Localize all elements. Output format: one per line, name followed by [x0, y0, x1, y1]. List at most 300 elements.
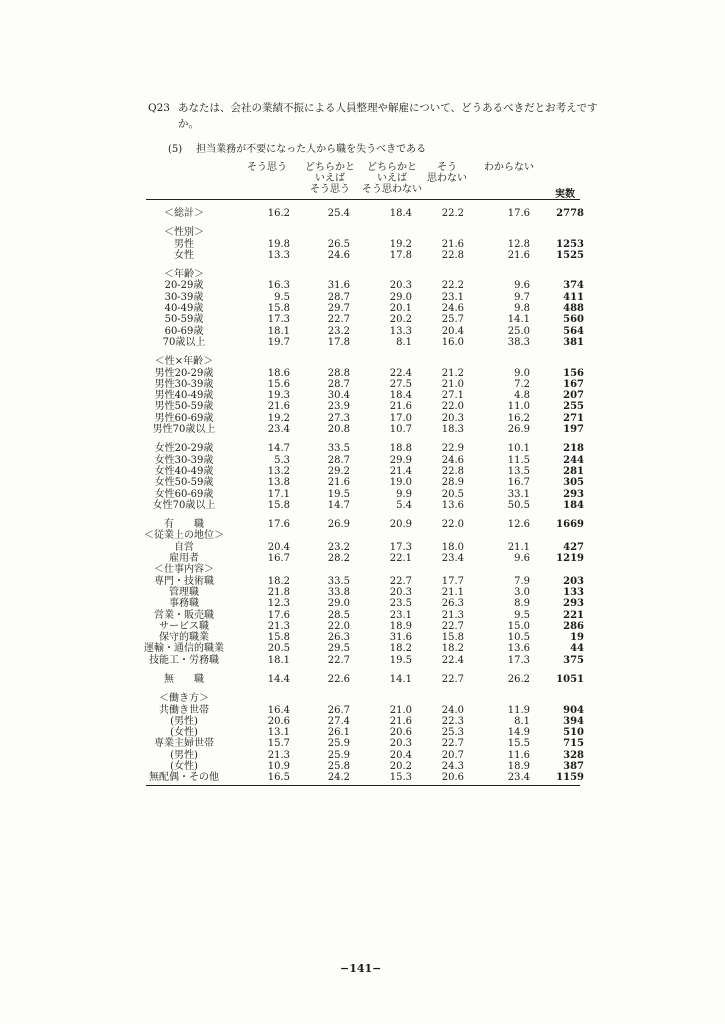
count-cell: 394 — [563, 715, 584, 727]
percent-cell: 24.2 — [327, 772, 350, 784]
percent-cell: 9.9 — [396, 488, 412, 500]
count-cell: 167 — [563, 378, 584, 390]
percent-cell: 21.2 — [441, 367, 464, 379]
count-cell: 564 — [563, 325, 584, 337]
count-cell: 44 — [570, 643, 584, 655]
table-row — [116, 530, 586, 541]
table-row — [116, 519, 586, 530]
row-label: 無 職 — [164, 673, 204, 685]
count-cell: 281 — [563, 465, 584, 477]
percent-cell: 33.5 — [327, 575, 350, 587]
percent-cell: 22.1 — [389, 553, 412, 565]
percent-cell: 22.4 — [389, 367, 412, 379]
percent-cell: 17.1 — [267, 488, 290, 500]
percent-cell: 10.5 — [507, 632, 530, 644]
percent-cell: 20.3 — [389, 738, 412, 750]
count-cell: 156 — [563, 367, 584, 379]
percent-cell: 22.8 — [441, 465, 464, 477]
percent-cell: 5.4 — [396, 499, 412, 511]
percent-cell: 25.4 — [327, 208, 350, 219]
percent-cell: 19.5 — [389, 654, 412, 666]
percent-cell: 15.8 — [267, 499, 290, 511]
percent-cell: 19.3 — [267, 390, 290, 402]
row-label: 男性20-29歳 — [154, 367, 214, 379]
table-row — [116, 356, 586, 367]
row-label: ＜性×年齢＞ — [154, 356, 214, 368]
table-row — [116, 500, 586, 511]
percent-cell: 19.7 — [267, 336, 290, 348]
table-bottom-rule — [146, 785, 580, 786]
table-row — [116, 280, 586, 291]
question-text: あなたは、会社の業績不振による人員整理や解雇について、どうあるべきだとお考えですか。 — [178, 102, 598, 130]
table-row — [116, 705, 586, 716]
percent-cell: 38.3 — [507, 336, 530, 348]
table-row — [116, 401, 586, 412]
count-cell: 427 — [563, 541, 584, 553]
percent-cell: 23.4 — [507, 772, 530, 784]
percent-cell: 22.3 — [441, 715, 464, 727]
percent-cell: 30.4 — [327, 390, 350, 402]
header-rule — [146, 199, 580, 200]
percent-cell: 28.7 — [327, 291, 350, 303]
percent-cell: 9.5 — [274, 291, 290, 303]
percent-cell: 29.2 — [327, 465, 350, 477]
percent-cell: 22.9 — [441, 443, 464, 455]
data-table — [116, 208, 586, 784]
count-cell: 255 — [563, 401, 584, 413]
percent-cell: 22.0 — [441, 401, 464, 413]
table-row — [116, 250, 586, 261]
percent-cell: 14.7 — [267, 443, 290, 455]
percent-cell: 25.9 — [327, 749, 350, 761]
table-row — [116, 413, 586, 424]
percent-cell: 10.7 — [389, 424, 412, 436]
percent-cell: 18.2 — [389, 643, 412, 655]
percent-cell: 17.3 — [267, 314, 290, 326]
percent-cell: 21.4 — [389, 465, 412, 477]
count-cell: 244 — [563, 454, 584, 466]
row-label: 男性 — [174, 238, 194, 250]
percent-cell: 22.7 — [389, 575, 412, 587]
percent-cell: 15.7 — [267, 738, 290, 750]
percent-cell: 21.6 — [267, 401, 290, 413]
count-cell: 1159 — [556, 772, 584, 784]
row-label: 男性30-39歳 — [154, 378, 214, 390]
percent-cell: 21.0 — [389, 704, 412, 716]
percent-cell: 13.2 — [267, 465, 290, 477]
row-label: 営業・販売職 — [154, 609, 214, 621]
percent-cell: 18.9 — [507, 761, 530, 773]
percent-cell: 23.2 — [327, 541, 350, 553]
row-label: ＜性別＞ — [164, 227, 204, 239]
table-row — [116, 587, 586, 598]
row-label: ＜仕事内容＞ — [154, 564, 214, 576]
row-label: 女性 — [174, 249, 194, 261]
percent-cell: 27.1 — [441, 390, 464, 402]
percent-cell: 10.1 — [507, 443, 530, 455]
row-label: 女性40-49歳 — [154, 465, 214, 477]
count-cell: 411 — [563, 291, 584, 303]
percent-cell: 21.3 — [267, 749, 290, 761]
percent-cell: 18.3 — [441, 424, 464, 436]
table-row — [116, 716, 586, 727]
percent-cell: 29.0 — [327, 598, 350, 610]
table-row — [116, 326, 586, 337]
row-label: サービス職 — [159, 620, 209, 632]
count-cell: 1051 — [556, 673, 584, 685]
percent-cell: 20.2 — [389, 761, 412, 773]
percent-cell: 14.9 — [507, 727, 530, 739]
percent-cell: 20.9 — [389, 519, 412, 531]
table-row — [116, 632, 586, 643]
percent-cell: 22.8 — [441, 249, 464, 261]
percent-cell: 18.2 — [441, 643, 464, 655]
percent-cell: 20.4 — [267, 541, 290, 553]
row-label: 30-39歳 — [164, 291, 204, 303]
percent-cell: 28.7 — [327, 454, 350, 466]
row-label: 無配偶・その他 — [149, 772, 219, 784]
row-label: 女性30-39歳 — [154, 454, 214, 466]
percent-cell: 28.7 — [327, 378, 350, 390]
percent-cell: 18.8 — [389, 443, 412, 455]
percent-cell: 18.4 — [389, 390, 412, 402]
percent-cell: 20.5 — [441, 488, 464, 500]
column-header: わからない — [484, 162, 534, 173]
percent-cell: 13.8 — [267, 477, 290, 489]
percent-cell: 18.1 — [267, 325, 290, 337]
percent-cell: 19.8 — [267, 238, 290, 250]
percent-cell: 15.8 — [267, 632, 290, 644]
percent-cell: 13.6 — [441, 499, 464, 511]
table-row — [116, 269, 586, 280]
percent-cell: 26.2 — [507, 673, 530, 685]
percent-cell: 28.8 — [327, 367, 350, 379]
row-label: 管理職 — [169, 586, 199, 598]
percent-cell: 31.6 — [389, 632, 412, 644]
row-label: 専業主婦世帯 — [154, 738, 214, 750]
column-header: 実数 — [555, 189, 575, 200]
count-cell: 1219 — [556, 553, 584, 565]
table-row — [116, 208, 586, 219]
percent-cell: 14.4 — [267, 673, 290, 685]
table-row — [116, 738, 586, 749]
percent-cell: 9.5 — [514, 609, 530, 621]
percent-cell: 13.6 — [507, 643, 530, 655]
percent-cell: 29.7 — [327, 303, 350, 315]
row-label: ＜年齢＞ — [164, 269, 204, 281]
count-cell: 286 — [563, 620, 584, 632]
percent-cell: 24.3 — [441, 761, 464, 773]
percent-cell: 10.9 — [267, 761, 290, 773]
page-number: −141− — [340, 962, 382, 975]
count-cell: 271 — [563, 412, 584, 424]
percent-cell: 12.3 — [267, 598, 290, 610]
table-row — [116, 443, 586, 454]
percent-cell: 25.7 — [441, 314, 464, 326]
percent-cell: 27.4 — [327, 715, 350, 727]
count-cell: 133 — [563, 586, 584, 598]
percent-cell: 23.5 — [389, 598, 412, 610]
percent-cell: 26.9 — [507, 424, 530, 436]
table-row — [116, 390, 586, 401]
percent-cell: 17.0 — [389, 412, 412, 424]
percent-cell: 24.0 — [441, 704, 464, 716]
percent-cell: 21.3 — [267, 620, 290, 632]
percent-cell: 11.6 — [507, 749, 530, 761]
percent-cell: 18.6 — [267, 367, 290, 379]
percent-cell: 18.0 — [441, 541, 464, 553]
percent-cell: 11.9 — [507, 704, 530, 716]
row-label: (女性) — [170, 727, 198, 739]
percent-cell: 9.8 — [514, 303, 530, 315]
percent-cell: 7.2 — [514, 378, 530, 390]
percent-cell: 22.0 — [441, 519, 464, 531]
row-label: 雇用者 — [169, 553, 199, 565]
percent-cell: 26.9 — [327, 519, 350, 531]
percent-cell: 17.7 — [441, 575, 464, 587]
subquestion-number: (5) — [168, 144, 183, 155]
percent-cell: 22.7 — [441, 673, 464, 685]
table-row — [116, 314, 586, 325]
percent-cell: 18.9 — [389, 620, 412, 632]
percent-cell: 33.1 — [507, 488, 530, 500]
percent-cell: 12.8 — [507, 238, 530, 250]
percent-cell: 16.5 — [267, 772, 290, 784]
percent-cell: 21.8 — [267, 586, 290, 598]
count-cell: 207 — [563, 390, 584, 402]
percent-cell: 23.1 — [441, 291, 464, 303]
percent-cell: 20.4 — [389, 749, 412, 761]
percent-cell: 17.6 — [267, 609, 290, 621]
count-cell: 221 — [563, 609, 584, 621]
percent-cell: 31.6 — [327, 280, 350, 292]
percent-cell: 20.6 — [441, 772, 464, 784]
row-label: 事務職 — [169, 598, 199, 610]
percent-cell: 22.2 — [441, 280, 464, 292]
table-row — [116, 553, 586, 564]
percent-cell: 8.9 — [514, 598, 530, 610]
question-number: Q23 — [148, 102, 170, 114]
count-cell: 387 — [563, 761, 584, 773]
row-label: 技能工・労務職 — [149, 654, 219, 666]
percent-cell: 20.3 — [389, 586, 412, 598]
percent-cell: 33.5 — [327, 443, 350, 455]
percent-cell: 18.1 — [267, 654, 290, 666]
percent-cell: 13.3 — [267, 249, 290, 261]
percent-cell: 22.4 — [441, 654, 464, 666]
percent-cell: 26.3 — [327, 632, 350, 644]
table-row — [116, 424, 586, 435]
count-cell: 510 — [563, 727, 584, 739]
percent-cell: 33.8 — [327, 586, 350, 598]
percent-cell: 26.7 — [327, 704, 350, 716]
count-cell: 1253 — [556, 238, 584, 250]
row-label: 男性50-59歳 — [154, 401, 214, 413]
row-label: 保守的職業 — [159, 632, 209, 644]
percent-cell: 16.4 — [267, 704, 290, 716]
row-label: 70歳以上 — [162, 336, 206, 348]
subquestion-text: 担当業務が不要になった人から職を失うべきである — [196, 144, 427, 155]
percent-cell: 14.7 — [327, 499, 350, 511]
row-label: 自営 — [174, 541, 194, 553]
row-label: 60-69歳 — [164, 325, 204, 337]
percent-cell: 11.5 — [507, 454, 530, 466]
table-row — [116, 477, 586, 488]
percent-cell: 20.4 — [441, 325, 464, 337]
percent-cell: 4.8 — [514, 390, 530, 402]
percent-cell: 21.6 — [507, 249, 530, 261]
table-row — [116, 598, 586, 609]
percent-cell: 13.3 — [389, 325, 412, 337]
percent-cell: 50.5 — [507, 499, 530, 511]
table-row — [116, 621, 586, 632]
percent-cell: 21.6 — [389, 715, 412, 727]
percent-cell: 11.0 — [507, 401, 530, 413]
table-row — [116, 466, 586, 477]
row-label: 40-49歳 — [164, 303, 204, 315]
table-row — [116, 576, 586, 587]
column-header: どちらかと いえば そう思う — [305, 162, 355, 195]
percent-cell: 18.2 — [267, 575, 290, 587]
column-header: そう 思わない — [427, 162, 467, 184]
percent-cell: 14.1 — [507, 314, 530, 326]
percent-cell: 22.7 — [327, 654, 350, 666]
table-row — [116, 727, 586, 738]
row-label: 男性60-69歳 — [154, 412, 214, 424]
percent-cell: 13.1 — [267, 727, 290, 739]
row-label: ＜従業上の地位＞ — [144, 530, 224, 542]
table-row — [116, 337, 586, 348]
count-cell: 218 — [563, 443, 584, 455]
count-cell: 1669 — [556, 519, 584, 531]
percent-cell: 17.6 — [267, 519, 290, 531]
table-row — [116, 292, 586, 303]
percent-cell: 24.6 — [441, 303, 464, 315]
percent-cell: 21.6 — [389, 401, 412, 413]
row-label: 女性50-59歳 — [154, 477, 214, 489]
row-label: 男性70歳以上 — [152, 424, 216, 436]
percent-cell: 15.8 — [267, 303, 290, 315]
percent-cell: 16.7 — [507, 477, 530, 489]
row-label: 男性40-49歳 — [154, 390, 214, 402]
row-label: 運輸・通信的職業 — [144, 643, 224, 655]
count-cell: 374 — [563, 280, 584, 292]
percent-cell: 9.0 — [514, 367, 530, 379]
percent-cell: 23.4 — [441, 553, 464, 565]
count-cell: 305 — [563, 477, 584, 489]
percent-cell: 19.0 — [389, 477, 412, 489]
percent-cell: 17.3 — [507, 654, 530, 666]
row-label: 女性60-69歳 — [154, 488, 214, 500]
percent-cell: 21.3 — [441, 609, 464, 621]
column-header: そう思う — [247, 162, 287, 173]
percent-cell: 9.6 — [514, 280, 530, 292]
row-label: (女性) — [170, 761, 198, 773]
percent-cell: 28.9 — [441, 477, 464, 489]
table-row — [116, 750, 586, 761]
table-row — [116, 674, 586, 685]
percent-cell: 8.1 — [514, 715, 530, 727]
row-label: 専門・技術職 — [154, 575, 214, 587]
table-row — [116, 489, 586, 500]
table-row — [116, 761, 586, 772]
percent-cell: 23.2 — [327, 325, 350, 337]
count-cell: 2778 — [556, 208, 584, 219]
percent-cell: 20.6 — [389, 727, 412, 739]
percent-cell: 16.2 — [267, 208, 290, 219]
percent-cell: 26.5 — [327, 238, 350, 250]
percent-cell: 22.0 — [327, 620, 350, 632]
percent-cell: 18.4 — [389, 208, 412, 219]
percent-cell: 3.0 — [514, 586, 530, 598]
table-row — [116, 239, 586, 250]
row-label: ＜総計＞ — [164, 208, 204, 219]
percent-cell: 23.9 — [327, 401, 350, 413]
row-label: 20-29歳 — [164, 280, 204, 292]
percent-cell: 5.3 — [274, 454, 290, 466]
percent-cell: 20.1 — [389, 303, 412, 315]
percent-cell: 14.1 — [389, 673, 412, 685]
table-row — [116, 693, 586, 704]
row-label: 共働き世帯 — [159, 704, 209, 716]
percent-cell: 13.5 — [507, 465, 530, 477]
table-row — [116, 564, 586, 575]
count-cell: 1525 — [556, 249, 584, 261]
table-row — [116, 303, 586, 314]
percent-cell: 24.6 — [327, 249, 350, 261]
percent-cell: 19.5 — [327, 488, 350, 500]
count-cell: 375 — [563, 654, 584, 666]
percent-cell: 21.6 — [441, 238, 464, 250]
count-cell: 328 — [563, 749, 584, 761]
percent-cell: 20.3 — [389, 280, 412, 292]
percent-cell: 29.9 — [389, 454, 412, 466]
table-row — [116, 542, 586, 553]
percent-cell: 7.9 — [514, 575, 530, 587]
percent-cell: 25.8 — [327, 761, 350, 773]
percent-cell: 15.3 — [389, 772, 412, 784]
count-cell: 293 — [563, 598, 584, 610]
percent-cell: 24.6 — [441, 454, 464, 466]
percent-cell: 20.8 — [327, 424, 350, 436]
percent-cell: 15.8 — [441, 632, 464, 644]
percent-cell: 16.2 — [507, 412, 530, 424]
percent-cell: 23.1 — [389, 609, 412, 621]
percent-cell: 15.6 — [267, 378, 290, 390]
percent-cell: 20.6 — [267, 715, 290, 727]
percent-cell: 25.9 — [327, 738, 350, 750]
table-row — [116, 379, 586, 390]
table-row — [116, 227, 586, 238]
percent-cell: 25.3 — [441, 727, 464, 739]
percent-cell: 22.2 — [441, 208, 464, 219]
percent-cell: 9.7 — [514, 291, 530, 303]
count-cell: 19 — [570, 632, 584, 644]
table-row — [116, 610, 586, 621]
count-cell: 203 — [563, 575, 584, 587]
count-cell: 293 — [563, 488, 584, 500]
percent-cell: 22.7 — [441, 738, 464, 750]
count-cell: 184 — [563, 499, 584, 511]
count-cell: 904 — [563, 704, 584, 716]
percent-cell: 27.5 — [389, 378, 412, 390]
row-label: 女性70歳以上 — [152, 499, 216, 511]
percent-cell: 20.5 — [267, 643, 290, 655]
percent-cell: 25.0 — [507, 325, 530, 337]
percent-cell: 22.6 — [327, 673, 350, 685]
table-row — [116, 772, 586, 783]
row-label: 有 職 — [164, 519, 204, 531]
